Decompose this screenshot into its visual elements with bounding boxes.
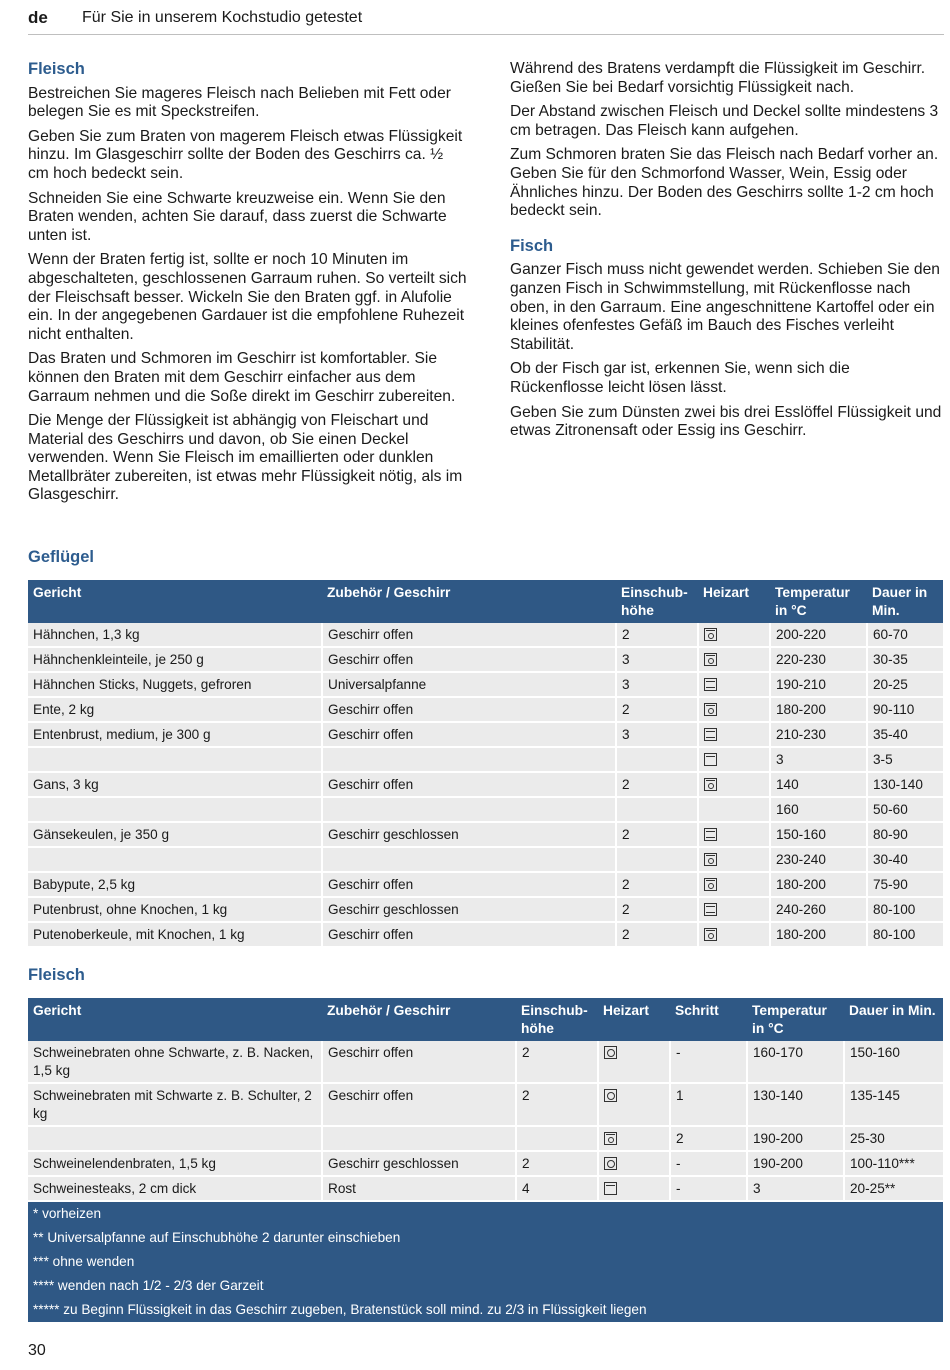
- accessory-cell: Geschirr geschlossen: [322, 897, 616, 922]
- table-row: [28, 623, 943, 647]
- heating-mode-cell: [698, 697, 770, 722]
- duration-cell: 35-40: [867, 722, 943, 747]
- shelf-level-cell: 2: [516, 1151, 598, 1176]
- heating-mode-cell: [698, 722, 770, 747]
- table-row: [28, 1126, 943, 1151]
- column-header: Heizart: [598, 998, 670, 1041]
- heating-mode-cell: [698, 747, 770, 772]
- footnote-row: [28, 1274, 943, 1298]
- page-number: 30: [28, 1342, 46, 1359]
- heating-grill-fan-icon: [704, 878, 717, 891]
- paragraph: Geben Sie zum Braten von magerem Fleisch etwas Flüssigkeit hinzu. Im Glasgeschirr sollte der Boden des Geschirrs ca. ½ cm hoch bedeckt sein.: [28, 127, 463, 182]
- table-row: [28, 697, 943, 722]
- column-header: Einschub-höhe: [516, 998, 598, 1041]
- footnote: * vorheizen: [28, 1201, 943, 1226]
- duration-cell: 50-60: [867, 797, 943, 822]
- duration-cell: 80-90: [867, 822, 943, 847]
- temperature-cell: 190-210: [770, 672, 867, 697]
- dish-cell: Putenbrust, ohne Knochen, 1 kg: [28, 897, 322, 922]
- step-cell: -: [670, 1041, 747, 1083]
- table-row: [28, 722, 943, 747]
- temperature-cell: 160-170: [747, 1041, 844, 1083]
- footnote: *** ohne wenden: [28, 1250, 943, 1274]
- dish-cell: Hähnchenkleinteile, je 250 g: [28, 647, 322, 672]
- column-header: Schritt: [670, 998, 747, 1041]
- column-header: Einschub-höhe: [616, 580, 698, 623]
- temperature-cell: 3: [747, 1176, 844, 1201]
- dish-cell: [28, 797, 322, 822]
- temperature-cell: 140: [770, 772, 867, 797]
- heating-grill-fan-icon: [704, 928, 717, 941]
- accessory-cell: Geschirr geschlossen: [322, 822, 616, 847]
- temperature-cell: 180-200: [770, 697, 867, 722]
- table-row: [28, 647, 943, 672]
- table-row: [28, 797, 943, 822]
- table-row: [28, 847, 943, 872]
- step-cell: -: [670, 1176, 747, 1201]
- footnote-row: [28, 1250, 943, 1274]
- step-cell: 1: [670, 1083, 747, 1126]
- table-row: [28, 1176, 943, 1201]
- poultry-table: [28, 580, 943, 948]
- table-row: [28, 822, 943, 847]
- temperature-cell: 230-240: [770, 847, 867, 872]
- heating-mode-cell: [598, 1176, 670, 1201]
- column-header: Zubehör / Geschirr: [322, 580, 616, 623]
- duration-cell: 25-30: [844, 1126, 943, 1151]
- shelf-level-cell: 2: [616, 697, 698, 722]
- duration-cell: 135-145: [844, 1083, 943, 1126]
- heating-mode-cell: [698, 922, 770, 947]
- column-header: Temperatur in °C: [747, 998, 844, 1041]
- paragraph: Geben Sie zum Dünsten zwei bis drei Esslöffel Flüssigkeit und etwas Zitronensaft oder Essig ins Geschirr.: [510, 403, 942, 440]
- shelf-level-cell: [516, 1126, 598, 1151]
- accessory-cell: Geschirr offen: [322, 1083, 516, 1126]
- column-header: Gericht: [28, 998, 322, 1041]
- accessory-cell: Geschirr offen: [322, 647, 616, 672]
- heating-grill-fan-icon: [704, 778, 717, 791]
- temperature-cell: 3: [770, 747, 867, 772]
- table-row: [28, 1083, 943, 1126]
- table-row: [28, 747, 943, 772]
- table-row: [28, 872, 943, 897]
- dish-cell: Gänsekeulen, je 350 g: [28, 822, 322, 847]
- heating-grill-fan-icon: [704, 628, 717, 641]
- heating-top-bottom-icon: [704, 728, 717, 741]
- dish-cell: Schweinesteaks, 2 cm dick: [28, 1176, 322, 1201]
- section-heading-fisch: Fisch: [510, 236, 554, 255]
- paragraph: Während des Bratens verdampft die Flüssigkeit im Geschirr. Gießen Sie bei Bedarf vorsichtig Flüssigkeit nach.: [510, 60, 926, 96]
- temperature-cell: 240-260: [770, 897, 867, 922]
- accessory-cell: Geschirr offen: [322, 922, 616, 947]
- dish-cell: [28, 847, 322, 872]
- dish-cell: [28, 747, 322, 772]
- heating-grill-fan-icon: [604, 1132, 617, 1145]
- paragraph: Das Braten und Schmoren im Geschirr ist komfortabler. Sie können den Braten mit dem Geschirr einfacher aus dem Garraum nehmen und die Soße direkt im Geschirr zubereiten.: [28, 350, 456, 405]
- duration-cell: 100-110***: [844, 1151, 943, 1176]
- shelf-level-cell: 2: [616, 872, 698, 897]
- meat-table: [28, 998, 943, 1322]
- heating-mode-cell: [698, 772, 770, 797]
- duration-cell: 30-40: [867, 847, 943, 872]
- temperature-cell: 190-200: [747, 1151, 844, 1176]
- language-code: de: [28, 8, 48, 27]
- table-row: [28, 1041, 943, 1083]
- paragraph: Bestreichen Sie mageres Fleisch nach Belieben mit Fett oder belegen Sie es mit Speckstreifen.: [28, 84, 451, 121]
- header-title: Für Sie in unserem Kochstudio getestet: [82, 9, 363, 26]
- shelf-level-cell: 3: [616, 722, 698, 747]
- column-header: Gericht: [28, 580, 322, 623]
- temperature-cell: 210-230: [770, 722, 867, 747]
- accessory-cell: [322, 747, 616, 772]
- table-row: [28, 772, 943, 797]
- temperature-cell: 220-230: [770, 647, 867, 672]
- dish-cell: Schweinebraten ohne Schwarte, z. B. Nacken, 1,5 kg: [28, 1041, 322, 1083]
- shelf-level-cell: 3: [616, 647, 698, 672]
- duration-cell: 90-110: [867, 697, 943, 722]
- shelf-level-cell: 2: [516, 1041, 598, 1083]
- step-cell: 2: [670, 1126, 747, 1151]
- heating-mode-cell: [598, 1083, 670, 1126]
- heating-mode-cell: [598, 1151, 670, 1176]
- accessory-cell: Rost: [322, 1176, 516, 1201]
- heating-mode-cell: [698, 872, 770, 897]
- table-row: [28, 897, 943, 922]
- footnote: ***** zu Beginn Flüssigkeit in das Geschirr zugeben, Bratenstück soll mind. zu 2/3 in Flüssigkeit liegen: [28, 1298, 943, 1322]
- heating-grill-fan-icon: [704, 853, 717, 866]
- heating-fan-icon: [604, 1046, 617, 1059]
- temperature-cell: 180-200: [770, 872, 867, 897]
- shelf-level-cell: [616, 747, 698, 772]
- duration-cell: 60-70: [867, 623, 943, 647]
- heating-grill-fan-icon: [704, 703, 717, 716]
- duration-cell: 3-5: [867, 747, 943, 772]
- accessory-cell: [322, 797, 616, 822]
- header-divider: [28, 34, 944, 35]
- dish-cell: Hähnchen, 1,3 kg: [28, 623, 322, 647]
- heating-grill-fan-icon: [704, 653, 717, 666]
- footnote-row: [28, 1226, 943, 1250]
- column-header: Temperatur in °C: [770, 580, 867, 623]
- accessory-cell: Geschirr geschlossen: [322, 1151, 516, 1176]
- dish-cell: Gans, 3 kg: [28, 772, 322, 797]
- footnote: ** Universalpfanne auf Einschubhöhe 2 darunter einschieben: [28, 1226, 943, 1250]
- dish-cell: Ente, 2 kg: [28, 697, 322, 722]
- duration-cell: 150-160: [844, 1041, 943, 1083]
- table-row: [28, 672, 943, 697]
- accessory-cell: Geschirr offen: [322, 722, 616, 747]
- footnote-row: [28, 1298, 943, 1322]
- accessory-cell: Geschirr offen: [322, 872, 616, 897]
- temperature-cell: 160: [770, 797, 867, 822]
- table-row: [28, 922, 943, 947]
- temperature-cell: 200-220: [770, 623, 867, 647]
- shelf-level-cell: 2: [616, 623, 698, 647]
- shelf-level-cell: 4: [516, 1176, 598, 1201]
- paragraph: Ob der Fisch gar ist, erkennen Sie, wenn sich die Rückenflosse leicht lösen lässt.: [510, 360, 850, 396]
- shelf-level-cell: [616, 797, 698, 822]
- temperature-cell: 180-200: [770, 922, 867, 947]
- heating-top-bottom-icon: [704, 678, 717, 691]
- heating-fan-icon: [604, 1089, 617, 1102]
- paragraph: Der Abstand zwischen Fleisch und Deckel sollte mindestens 3 cm betragen. Das Fleisch kann aufgehen.: [510, 103, 939, 139]
- column-header: Dauer in Min.: [867, 580, 943, 623]
- right-column: [510, 60, 946, 447]
- accessory-cell: [322, 1126, 516, 1151]
- heating-mode-cell: [698, 822, 770, 847]
- footnote: **** wenden nach 1/2 - 2/3 der Garzeit: [28, 1274, 943, 1298]
- paragraph: Ganzer Fisch muss nicht gewendet werden. Schieben Sie den ganzen Fisch in Schwimmstellung, mit Rückenflosse nach oben, in den Garraum. Eine angeschnittene Kartoffel oder ein kleines ofenfestes Gefäß im Bauch des Fisches verleiht Stabilität.: [510, 261, 940, 353]
- left-column: [28, 60, 468, 511]
- shelf-level-cell: 2: [616, 772, 698, 797]
- shelf-level-cell: 2: [616, 922, 698, 947]
- dish-cell: Babypute, 2,5 kg: [28, 872, 322, 897]
- heating-mode-cell: [698, 647, 770, 672]
- heating-mode-cell: [698, 797, 770, 822]
- paragraph: Schneiden Sie eine Schwarte kreuzweise ein. Wenn Sie den Braten wenden, achten Sie darauf, dass zuerst die Schwarte unten ist.: [28, 189, 447, 244]
- heating-fan-icon: [604, 1157, 617, 1170]
- table-row: [28, 1151, 943, 1176]
- accessory-cell: Geschirr offen: [322, 697, 616, 722]
- accessory-cell: Geschirr offen: [322, 1041, 516, 1083]
- accessory-cell: Geschirr offen: [322, 772, 616, 797]
- shelf-level-cell: 2: [616, 822, 698, 847]
- dish-cell: Putenoberkeule, mit Knochen, 1 kg: [28, 922, 322, 947]
- column-header: Dauer in Min.: [844, 998, 943, 1041]
- paragraph: Die Menge der Flüssigkeit ist abhängig von Fleischart und Material des Geschirrs und davon, ob Sie einen Deckel verwenden. Wenn Sie Fleisch im emaillierten oder dunklen Metallbräter zubereiten, ist etwas mehr Flüssigkeit nötig, als im Glasgeschirr.: [28, 412, 463, 504]
- heating-mode-cell: [698, 672, 770, 697]
- heating-top-icon: [604, 1182, 617, 1195]
- heating-mode-cell: [698, 897, 770, 922]
- dish-cell: Schweinelendenbraten, 1,5 kg: [28, 1151, 322, 1176]
- dish-cell: Schweinebraten mit Schwarte z. B. Schulter, 2 kg: [28, 1083, 322, 1126]
- duration-cell: 20-25**: [844, 1176, 943, 1201]
- heating-mode-cell: [598, 1126, 670, 1151]
- dish-cell: [28, 1126, 322, 1151]
- duration-cell: 75-90: [867, 872, 943, 897]
- shelf-level-cell: 2: [516, 1083, 598, 1126]
- section-heading-fleisch: Fleisch: [28, 60, 85, 78]
- temperature-cell: 150-160: [770, 822, 867, 847]
- accessory-cell: Geschirr offen: [322, 623, 616, 647]
- temperature-cell: 130-140: [747, 1083, 844, 1126]
- duration-cell: 80-100: [867, 922, 943, 947]
- table-heading-fleisch: Fleisch: [28, 966, 85, 984]
- shelf-level-cell: 2: [616, 897, 698, 922]
- heating-top-bottom-icon: [704, 903, 717, 916]
- table-header-row: [28, 998, 943, 1041]
- duration-cell: 80-100: [867, 897, 943, 922]
- table-heading-gefluegel: Geflügel: [28, 548, 95, 566]
- shelf-level-cell: [616, 847, 698, 872]
- duration-cell: 20-25: [867, 672, 943, 697]
- heating-mode-cell: [698, 623, 770, 647]
- paragraph: Wenn der Braten fertig ist, sollte er noch 10 Minuten im abgeschalteten, geschlossenen Garraum ruhen. So verteilt sich der Fleischsaft besser. Wickeln Sie den Braten ggf. in Alufolie ein. In der angegebenen Gardauer ist die empfohlene Ruhezeit nicht enthalten.: [28, 251, 467, 343]
- paragraph: Zum Schmoren braten Sie das Fleisch nach Bedarf vorher an. Geben Sie für den Schmorfond Wasser, Wein, Essig oder Ähnliches hinzu. Der Boden des Geschirrs sollte 1-2 cm hoch bedeckt sein.: [510, 146, 939, 220]
- heating-mode-cell: [598, 1041, 670, 1083]
- heating-mode-cell: [698, 847, 770, 872]
- dish-cell: Entenbrust, medium, je 300 g: [28, 722, 322, 747]
- accessory-cell: [322, 847, 616, 872]
- heating-top-icon: [704, 753, 717, 766]
- column-header: Zubehör / Geschirr: [322, 998, 516, 1041]
- duration-cell: 30-35: [867, 647, 943, 672]
- dish-cell: Hähnchen Sticks, Nuggets, gefroren: [28, 672, 322, 697]
- column-header: Heizart: [698, 580, 770, 623]
- table-header-row: [28, 580, 943, 623]
- duration-cell: 130-140: [867, 772, 943, 797]
- heating-top-bottom-icon: [704, 828, 717, 841]
- temperature-cell: 190-200: [747, 1126, 844, 1151]
- shelf-level-cell: 3: [616, 672, 698, 697]
- accessory-cell: Universalpfanne: [322, 672, 616, 697]
- footnote-row: [28, 1201, 943, 1226]
- step-cell: -: [670, 1151, 747, 1176]
